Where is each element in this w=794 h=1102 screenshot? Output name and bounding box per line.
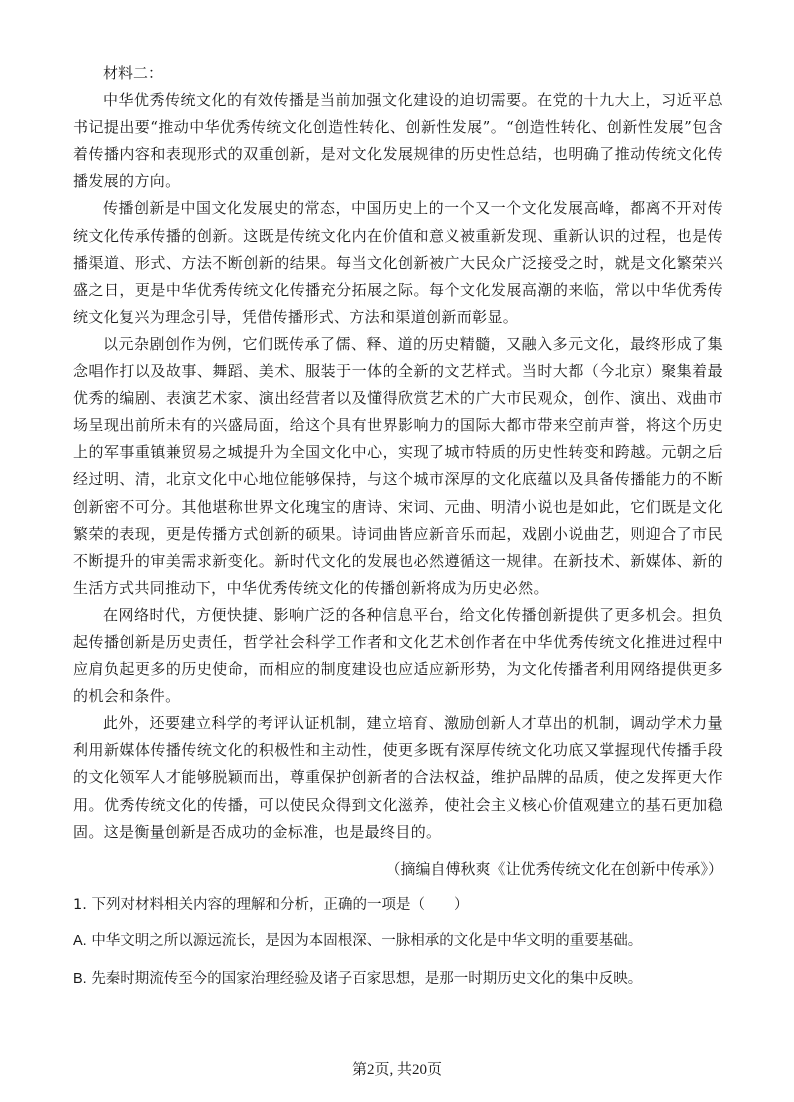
paragraph-1: 中华优秀传统文化的有效传播是当前加强文化建设的迫切需要。在党的十九大上，习近平总书记提出要“推动中华优秀传统文化创造性转化、创新性发展”。“创造性转化、创新性发展”包含着传播内容和表现形式的双重创新，是对文化发展规律的历史性总结，也明确了推动传统文化传播发展的方向。 <box>73 91 723 191</box>
source-citation: （摘编自傅秋爽《让优秀传统文化在创新中传承》） <box>385 859 723 878</box>
page-number-footer: 第2页, 共20页 <box>351 1062 442 1078</box>
option-b <box>73 968 723 990</box>
page-content <box>73 60 723 990</box>
paragraph-2: 传播创新是中国文化发展史的常态，中国历史上的一个又一个文化发展高峰，都离不开对传统文化传承传播的创新。这既是传统文化内在价值和意义被重新发现、重新认识的过程，也是传播渠道、形式、方法不断创新的结果。每当文化创新被广大民众广泛接受之时，就是文化繁荣兴盛之日，更是中华优秀传统文化传播充分拓展之际。每个文化发展高潮的来临，常以中华优秀传统文化复兴为理念引导，凭借传播形式、方法和渠道创新而彰显。 <box>73 199 723 326</box>
material-heading: 材料二： <box>103 64 164 82</box>
paragraph-3: 以元杂剧创作为例，它们既传承了儒、释、道的历史精髓，又融入多元文化，最终形成了集念唱作打以及故事、舞蹈、美术、服装于一体的全新的文艺样式。当时大都（今北京）聚集着最优秀的编剧、表演艺术家、演出经营者以及懂得欣赏艺术的广大市民观众，创作、演出、戏曲市场呈现出前所未有的兴盛局面，给这个具有世界影响力的国际大都市带来空前声誉，将这个历史上的军事重镇兼贸易之城提升为全国文化中心，实现了城市特质的历史性转变和跨越。元朝之后经过明、清，北京文化中心地位能够保持，与这个城市深厚的文化底蕴以及具备传播能力的不断创新密不可分。其他堪称世界文化瑰宝的唐诗、宋词、元曲、明清小说也是如此，它们既是文化繁荣的表现，更是传播方式创新的硕果。诗词曲皆应新音乐而起，戏剧小说曲艺，则迎合了市民不断提升的审美需求新变化。新时代文化的发展也必然遵循这一规律。在新技术、新媒体、新的生活方式共同推动下，中华优秀传统文化的传播创新将成为历史必然。 <box>73 334 723 597</box>
option-a-letter: A. <box>73 932 87 949</box>
paragraph-5: 此外，还要建立科学的考评认证机制，建立培育、激励创新人才草出的机制，调动学术力量利用新媒体传播传统文化的积极性和主动性，使更多既有深厚传统文化功底又掌握现代传播手段的文化领军人才能够脱颖而出，尊重保护创新者的合法权益，维护品牌的品质，使之发挥更大作用。优秀传统文化的传播，可以使民众得到文化滋养，使社会主义核心价值观建立的基石更加稳固。这是衡量创新是否成功的金标准，也是最终目的。 <box>73 714 723 841</box>
option-a <box>73 930 723 952</box>
paragraph-4: 在网络时代，方便快捷、影响广泛的各种信息平台，给文化传播创新提供了更多机会。担负起传播创新是历史责任，哲学社会科学工作者和文化艺术创作者在中华优秀传统文化推进过程中应肩负起更多的历史使命，而相应的制度建设也应适应新形势，为文化传播者利用网络提供更多的机会和条件。 <box>73 605 723 706</box>
question-stem: 1. 下列对材料相关内容的理解和分析，正确的一项是（ ） <box>73 896 469 913</box>
option-b-letter: B. <box>73 970 87 987</box>
option-b-text: 先秦时期流传至今的国家治理经验及诸子百家思想，是那一时期历史文化的集中反映。 <box>91 970 643 987</box>
option-a-text: 中华文明之所以源远流长，是因为本固根深、一脉相承的文化是中华文明的重要基础。 <box>91 932 643 949</box>
